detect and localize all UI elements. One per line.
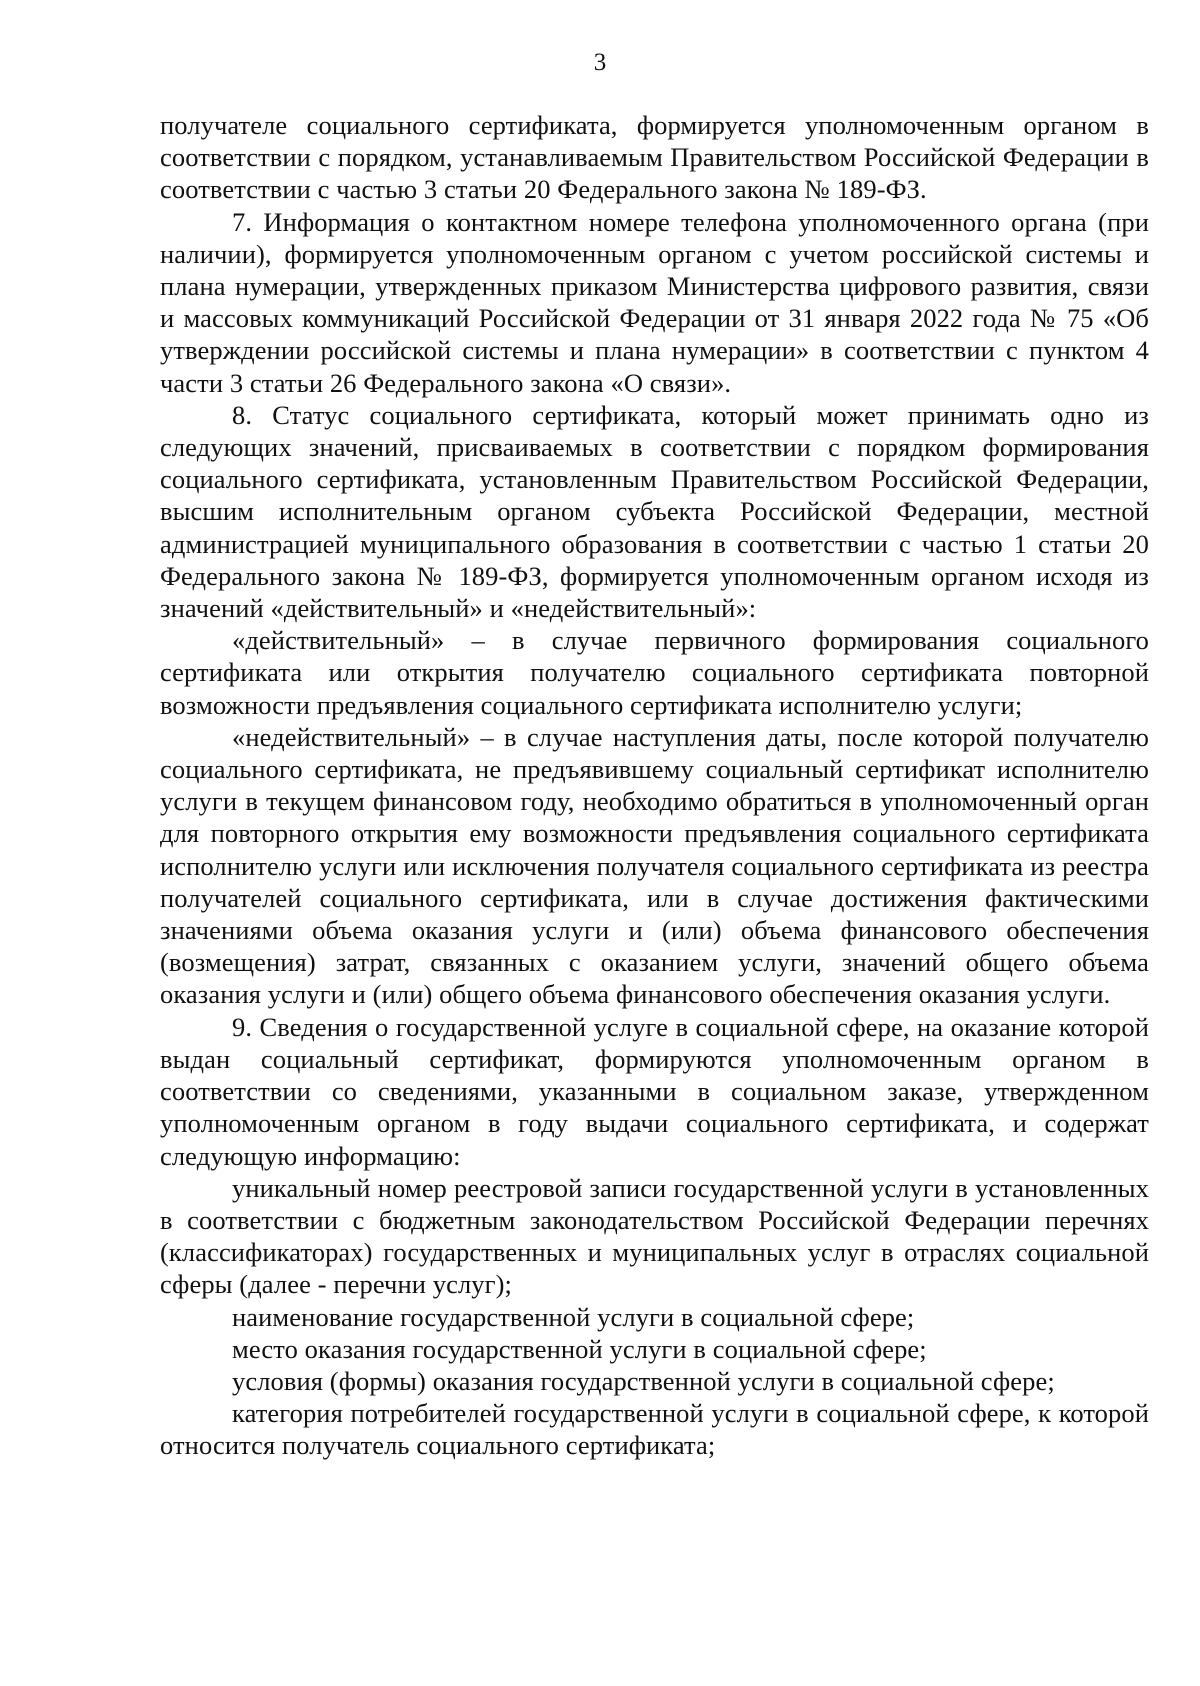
paragraph-status-invalid: «недействительный» – в случае наступления даты, после которой получателю социального сертификата, не предъявившему социальный сертификат исполнителю услуги в текущем финансовом году, необходимо обратиться в уполномоченный орган для повторного открытия ему возможности предъявления социального сертификата исполнителю услуги или исключения получателя социального сертификата из реестра получателей социального сертификата, или в случае достижения фактическими значениями объема оказания услуги и (или) объема финансового обеспечения (возмещения) затрат, связанных с оказанием услуги, значений общего объема оказания услуги и (или) общего объема финансового обеспечения оказания услуги.: [160, 721, 1149, 1010]
paragraph-item-9-service-info: 9. Сведения о государственной услуге в социальной сфере, на оказание которой выдан социальный сертификат, формируются уполномоченным органом в соответствии со сведениями, указанными в социальном заказе, утвержденном уполномоченным органом в году выдачи социального сертификата, и содержат следующую информацию:: [160, 1011, 1149, 1171]
document-body: [160, 109, 1149, 1462]
paragraph-consumer-category: категория потребителей государственной услуги в социальной сфере, к которой относится получатель социального сертификата;: [160, 1398, 1149, 1461]
paragraph-registry-number: уникальный номер реестровой записи государственной услуги в установленных в соответствии с бюджетным законодательством Российской Федерации перечнях (классификаторах) государственных и муниципальных услуг в отраслях социальной сферы (далее - перечни услуг);: [160, 1172, 1149, 1300]
paragraph-service-conditions: условия (формы) оказания государственной услуги в социальной сфере;: [232, 1365, 1055, 1396]
paragraph-item-7-phone: 7. Информация о контактном номере телефона уполномоченного органа (при наличии), формируется уполномоченным органом с учетом российской системы и плана нумерации, утвержденных приказом Министерства цифрового развития, связи и массовых коммуникаций Российской Федерации от 31 января 2022 года № 75 «Об утверждении российской системы и плана нумерации» в соответствии с пунктом 4 части 3 статьи 26 Федерального закона «О связи».: [160, 206, 1149, 398]
paragraph-service-name: наименование государственной услуги в социальной сфере;: [232, 1301, 915, 1332]
paragraph-service-place: место оказания государственной услуги в социальной сфере;: [232, 1333, 927, 1364]
paragraph-item-8-status: 8. Статус социального сертификата, который может принимать одно из следующих значений, присваиваемых в соответствии с порядком формирования социального сертификата, установленным Правительством Российской Федерации, высшим исполнительным органом субъекта Российской Федерации, местной администрацией муниципального образования в соответствии с частью 1 статьи 20 Федерального закона № 189-ФЗ, формируется уполномоченным органом исходя из значений «действительный» и «недействительный»:: [160, 399, 1149, 624]
paragraph-recipient-info: получателе социального сертификата, формируется уполномоченным органом в соответствии с порядком, устанавливаемым Правительством Российской Федерации в соответствии с частью 3 статьи 20 Федерального закона № 189-ФЗ.: [160, 110, 1149, 205]
page-number: 3: [593, 49, 607, 76]
paragraph-status-valid: «действительный» – в случае первичного формирования социального сертификата или открытия получателю социального сертификата повторной возможности предъявления социального сертификата исполнителю услуги;: [160, 625, 1149, 720]
